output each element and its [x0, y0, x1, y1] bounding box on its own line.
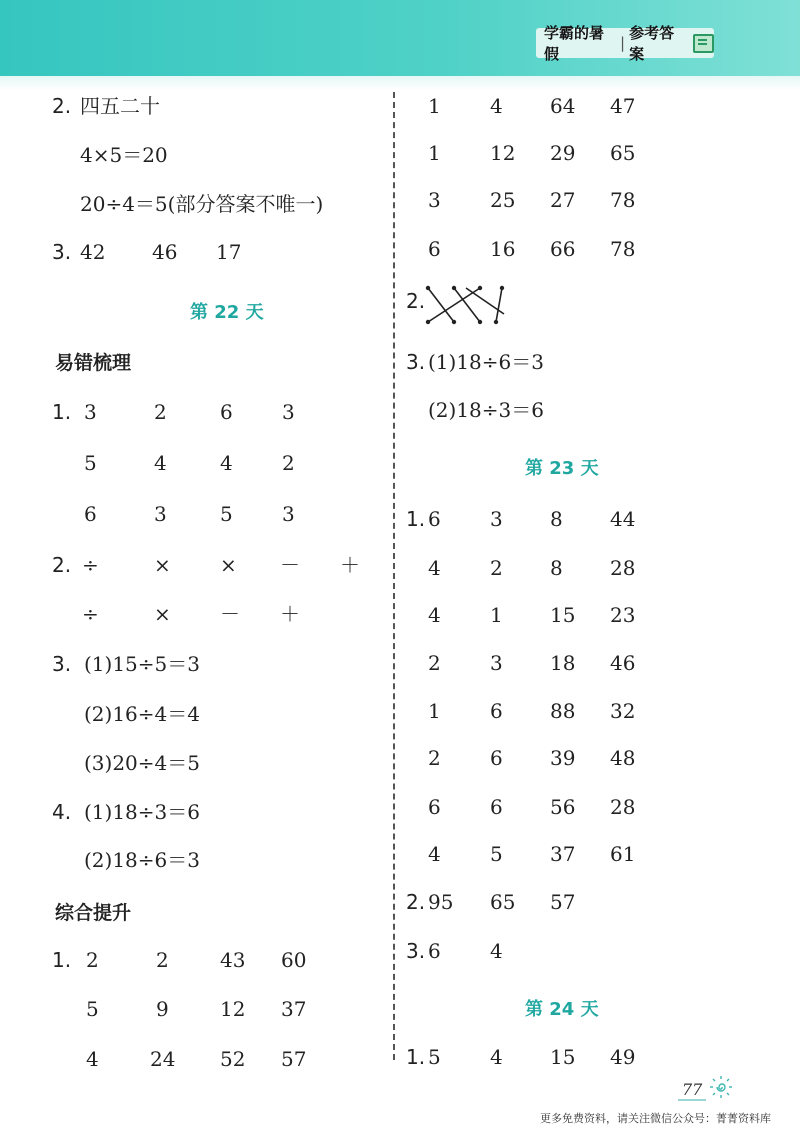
top-cell: 64 — [550, 94, 576, 118]
d23-q1-label: 1. — [406, 507, 426, 531]
d23-cell: 3 — [490, 651, 503, 675]
q3-value: 42 — [80, 240, 106, 264]
m3-line: (3)20÷4＝5 — [84, 751, 200, 775]
sun-swirl-icon — [706, 1074, 736, 1100]
m4-label: 4. — [52, 800, 72, 824]
d23-cell: 32 — [610, 699, 636, 723]
d23-q2-value: 95 — [428, 890, 454, 914]
top-cell: 3 — [428, 188, 441, 212]
m1-cell: 3 — [282, 400, 295, 424]
d23-cell: 15 — [550, 603, 576, 627]
q2-line2: 4×5＝20 — [80, 143, 168, 167]
m1-cell: 4 — [154, 451, 167, 475]
day-23-heading: 第 23 天 — [525, 458, 599, 479]
d24-q1-value: 4 — [490, 1045, 503, 1069]
m2-symbol: × — [154, 602, 171, 626]
footer-note: 更多免费资料，请关注微信公众号：菁菁资料库 — [540, 1112, 771, 1125]
d23-cell: 23 — [610, 603, 636, 627]
m2-symbol: ＋ — [340, 553, 360, 577]
top-cell: 29 — [550, 141, 576, 165]
m1-cell: 3 — [154, 502, 167, 526]
d23-cell: 6 — [428, 795, 441, 819]
d23-cell: 5 — [490, 842, 503, 866]
q3-label: 3. — [52, 240, 72, 264]
m1-cell: 2 — [282, 451, 295, 475]
section-comprehensive-heading: 综合提升 — [55, 902, 132, 924]
top-cell: 78 — [610, 188, 636, 212]
c1-cell: 5 — [86, 997, 99, 1021]
m1-cell: 5 — [220, 502, 233, 526]
d23-cell: 1 — [428, 699, 441, 723]
q3-value: 46 — [152, 240, 178, 264]
top-cell: 25 — [490, 188, 516, 212]
column-divider — [393, 92, 395, 1060]
d23-cell: 61 — [610, 842, 636, 866]
d23-cell: 4 — [428, 842, 441, 866]
c1-cell: 12 — [220, 997, 246, 1021]
matching-lines-diagram — [424, 284, 508, 326]
d23-cell: 6 — [490, 795, 503, 819]
d23-cell: 8 — [550, 507, 563, 531]
d23-cell: 44 — [610, 507, 636, 531]
d23-cell: 37 — [550, 842, 576, 866]
d24-q1-label: 1. — [406, 1045, 426, 1069]
d23-cell: 2 — [428, 746, 441, 770]
c1-cell: 37 — [281, 997, 307, 1021]
top-cell: 65 — [610, 141, 636, 165]
d23-cell: 8 — [550, 556, 563, 580]
q2-label: 2. — [52, 94, 72, 118]
book-title: 学霸的暑假 — [544, 24, 605, 63]
d23-cell: 1 — [490, 603, 503, 627]
m3-line: (1)15÷5＝3 — [84, 652, 200, 676]
d23-cell: 18 — [550, 651, 576, 675]
r-q3-line: (2)18÷3＝6 — [428, 398, 544, 422]
d24-q1-value: 5 — [428, 1045, 441, 1069]
m4-line: (1)18÷3＝6 — [84, 800, 200, 824]
m1-cell: 6 — [220, 400, 233, 424]
m2-symbol: － — [280, 553, 300, 577]
r-q3-label: 3. — [406, 350, 426, 374]
m1-cell: 2 — [154, 400, 167, 424]
book-icon — [693, 34, 714, 53]
c1-cell: 9 — [156, 997, 169, 1021]
d23-q2-value: 57 — [550, 890, 576, 914]
d23-q2-value: 65 — [490, 890, 516, 914]
m2-symbol: ＋ — [280, 602, 300, 626]
day-24-heading: 第 24 天 — [525, 999, 599, 1020]
top-cell: 27 — [550, 188, 576, 212]
page-number: 77 — [678, 1080, 706, 1101]
m3-line: (2)16÷4＝4 — [84, 702, 200, 726]
c1-cell: 60 — [281, 948, 307, 972]
top-cell: 12 — [490, 141, 516, 165]
day-22-heading: 第 22 天 — [190, 302, 264, 323]
m2-symbol: × — [154, 553, 171, 577]
match-line — [428, 288, 454, 322]
c1-cell: 57 — [281, 1047, 307, 1071]
c1-cell: 43 — [220, 948, 246, 972]
d23-cell: 6 — [490, 746, 503, 770]
m2-symbol: × — [220, 553, 237, 577]
d23-q2-label: 2. — [406, 890, 426, 914]
m1-cell: 3 — [282, 502, 295, 526]
m3-label: 3. — [52, 652, 72, 676]
q3-value: 17 — [216, 240, 242, 264]
top-cell: 4 — [490, 94, 503, 118]
top-cell: 78 — [610, 237, 636, 261]
c1-cell: 52 — [220, 1047, 246, 1071]
d24-q1-value: 15 — [550, 1045, 576, 1069]
d23-q3-value: 6 — [428, 939, 441, 963]
d23-q3-value: 4 — [490, 939, 503, 963]
d23-cell: 4 — [428, 556, 441, 580]
section-mistakes-heading: 易错梳理 — [55, 352, 132, 374]
m4-line: (2)18÷6＝3 — [84, 848, 200, 872]
d23-cell: 88 — [550, 699, 576, 723]
m1-cell: 4 — [220, 451, 233, 475]
c1-cell: 24 — [150, 1047, 176, 1071]
m1-label: 1. — [52, 400, 72, 424]
d23-cell: 28 — [610, 795, 636, 819]
d24-q1-value: 49 — [610, 1045, 636, 1069]
title-separator: | — [620, 34, 626, 52]
q2-line3: 20÷4＝5(部分答案不唯一) — [80, 192, 324, 216]
d23-cell: 28 — [610, 556, 636, 580]
m1-cell: 6 — [84, 502, 97, 526]
top-cell: 66 — [550, 237, 576, 261]
r-q3-line: (1)18÷6＝3 — [428, 350, 544, 374]
d23-cell: 39 — [550, 746, 576, 770]
q2-line1: 四五二十 — [80, 94, 160, 118]
m1-cell: 5 — [84, 451, 97, 475]
d23-cell: 4 — [428, 603, 441, 627]
section-title: 参考答案 — [629, 24, 675, 63]
d23-cell: 3 — [490, 507, 503, 531]
match-line — [496, 288, 502, 322]
c1-cell: 2 — [156, 948, 169, 972]
d23-cell: 56 — [550, 795, 576, 819]
m2-symbol: － — [220, 602, 240, 626]
d23-cell: 46 — [610, 651, 636, 675]
match-line — [454, 288, 480, 322]
c1-cell: 2 — [86, 948, 99, 972]
d23-cell: 2 — [490, 556, 503, 580]
d23-cell: 6 — [490, 699, 503, 723]
r-q2-label: 2. — [406, 289, 426, 313]
header-title-tab — [536, 24, 714, 63]
m2-symbol: ÷ — [82, 553, 99, 577]
c1-label: 1. — [52, 948, 72, 972]
m1-cell: 3 — [84, 400, 97, 424]
top-cell: 47 — [610, 94, 636, 118]
header-fade — [0, 76, 800, 90]
top-cell: 1 — [428, 141, 441, 165]
c1-cell: 4 — [86, 1047, 99, 1071]
top-cell: 16 — [490, 237, 516, 261]
d23-q3-label: 3. — [406, 939, 426, 963]
d23-cell: 6 — [428, 507, 441, 531]
top-cell: 6 — [428, 237, 441, 261]
top-cell: 1 — [428, 94, 441, 118]
d23-cell: 2 — [428, 651, 441, 675]
d23-cell: 48 — [610, 746, 636, 770]
m2-label: 2. — [52, 553, 72, 577]
m2-symbol: ÷ — [82, 602, 99, 626]
